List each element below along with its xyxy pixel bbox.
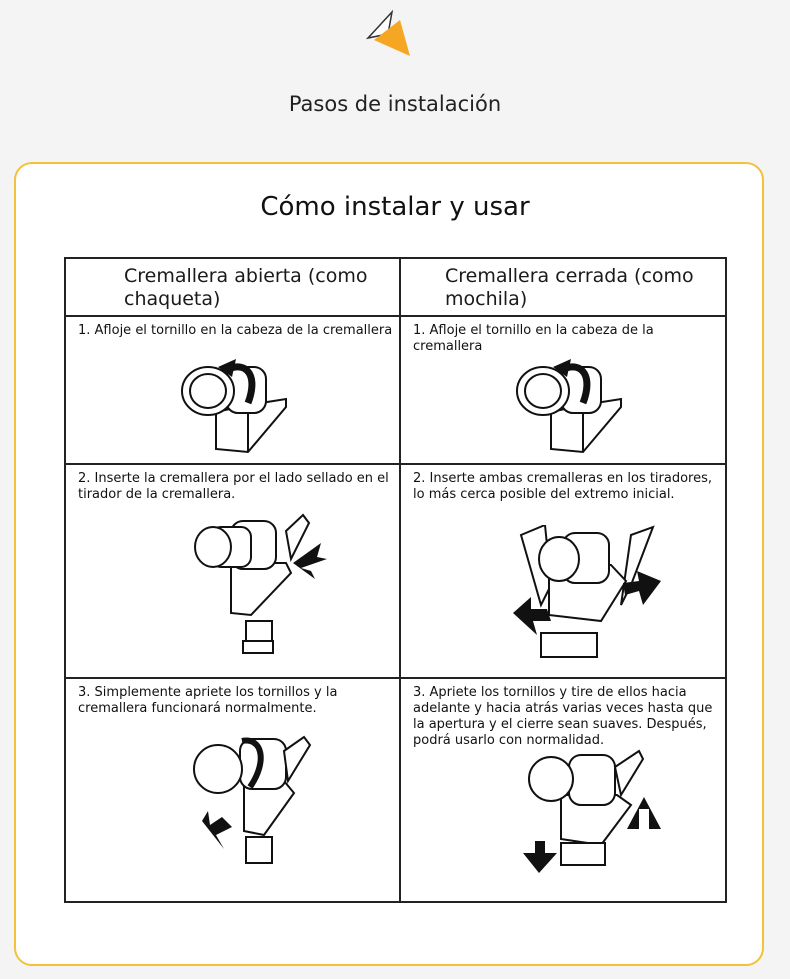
insert-both-zippers-illustration-icon	[511, 525, 671, 665]
instructions-table	[64, 257, 727, 903]
pull-zipper-illustration-icon	[521, 749, 681, 894]
step-3-closed	[401, 679, 725, 901]
loosen-screw-illustration-icon	[178, 357, 298, 457]
step-1-open	[66, 317, 399, 463]
step-3-open	[66, 679, 399, 901]
step-2-open	[66, 465, 399, 677]
step-1-closed-text: 1. Afloje el tornillo en la cabeza de la cremallera	[413, 323, 654, 354]
card-title: Cómo instalar y usar	[260, 192, 530, 222]
step-2-closed	[401, 465, 725, 677]
step-2-open-text: 2. Inserte la cremallera por el lado sellado en el tirador de la cremallera.	[78, 471, 389, 502]
column-header-closed-zipper: Cremallera cerrada (como mochila)	[400, 258, 726, 316]
loosen-screw-illustration-icon	[513, 357, 633, 457]
step-1-open-text: 1. Afloje el tornillo en la cabeza de la cremallera	[78, 323, 393, 338]
step-2-closed-text: 2. Inserte ambas cremalleras en los tiradores, lo más cerca posible del extremo inicial.	[413, 471, 713, 502]
brand-logo-icon	[362, 10, 414, 58]
column-header-open-zipper: Cremallera abierta (como chaqueta)	[65, 258, 400, 316]
step-1-closed	[401, 317, 725, 463]
insert-zipper-illustration-icon	[191, 513, 341, 663]
step-3-closed-text: 3. Apriete los tornillos y tire de ellos hacia adelante y hacia atrás varias veces hasta que la apertura y el cierre sean suaves. Después, podrá usarlo con normalidad.	[413, 685, 713, 748]
section-title: Pasos de instalación	[288, 92, 502, 116]
tighten-screw-illustration-icon	[184, 731, 344, 881]
step-3-open-text: 3. Simplemente apriete los tornillos y la cremallera funcionará normalmente.	[78, 685, 338, 716]
